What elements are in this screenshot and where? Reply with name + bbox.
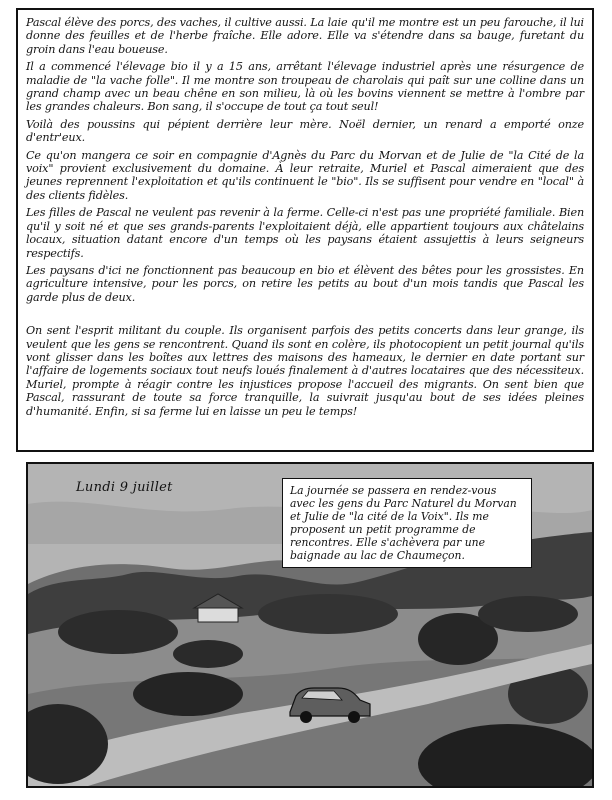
text-panel [16, 8, 594, 452]
paragraph-daughters: Les filles de Pascal ne veulent pas revenir à la ferme. Celle-ci n'est pas une propriété familiale. Bien qu'il y soit né et que ses grands-parents l'exploitaient déjà, elle appartient toujours aux châtelains locaux, situation datant encore d'un temps où les paysans étaient assujettis à leurs seigneurs respectifs. [26, 206, 584, 260]
paragraph-chicks: Voilà des poussins qui pépient derrière leur mère. Noël dernier, un renard a emporté onze d'entr'eux. [26, 117, 584, 145]
landscape-panel [26, 462, 594, 788]
date-label: Lundi 9 juillet [76, 480, 173, 495]
paragraph-dinner: Ce qu'on mangera ce soir en compagnie d'Agnès du Parc du Morvan et de Julie de "la Cité de la voix" provient exclusivement du domaine. À leur retraite, Muriel et Pascal aimeraient que des jeunes reprennent l'exploitation et qu'ils continuent le "bio". Ils se suffisent pour vendre en "local" à des clients fidèles. [26, 148, 584, 202]
tree-cluster [58, 610, 178, 654]
caption-box: La journée se passera en rendez-vous avec les gens du Parc Naturel du Morvan et Julie de "la cité de la Voix". Ils me proposent un petit programme de rencontres. Elle s'achèvera par une baignade au lac de Chaumeçon. [282, 478, 532, 568]
paragraph-pigs: Pascal élève des porcs, des vaches, il cultive aussi. La laie qu'il me montre est un peu farouche, il lui donne des feuilles et de l'herbe fraîche. Elle adore. Elle va s'étendre dans sa bauge, furetant du groin dans l'eau boueuse. [26, 16, 584, 56]
foreground-bush [133, 672, 243, 716]
paragraph-activism: On sent l'esprit militant du couple. Ils organisent parfois des petits concerts dans leur grange, ils veulent que les gens se rencontrent. Quand ils sont en colère, ils photocopient un petit journal qu'ils vont glisser dans les boîtes aux lettres des maisons des hameaux, le dernier en date portant sur l'affaire de logements sociaux tout neufs loués finalement à d'autres locataires que des nécessiteux. Muriel, prompte à réagir contre les injustices propose l'accueil des migrants. On sent bien que Pascal, rassurant de toute sa force tranquille, la suivrait jusqu'au bout de ses idées pleines d'humanité. Enfin, si sa ferme lui en laisse un peu le temps! [26, 324, 584, 418]
paragraph-organic-farming: Il a commencé l'élevage bio il y a 15 ans, arrêtant l'élevage industriel après une résurgence de maladie de "la vache folle". Il me montre son troupeau de charolais qui paît sur une colline dans un grand champ avec un beau chêne en son milieu, là où les bovins viennent se mettre à l'ombre par les grandes chaleurs. Bon sang, il s'occupe de tout ça tout seul! [26, 60, 584, 114]
tree-cluster [258, 594, 398, 634]
paragraph-local-farmers: Les paysans d'ici ne fonctionnent pas beaucoup en bio et élèvent des bêtes pour les grossistes. En agriculture intensive, pour les porcs, on retire les petits au bout d'un mois tandis que Pascal les garde plus de deux. [26, 263, 584, 304]
tree-cluster [173, 640, 243, 668]
tree-cluster [478, 596, 578, 632]
